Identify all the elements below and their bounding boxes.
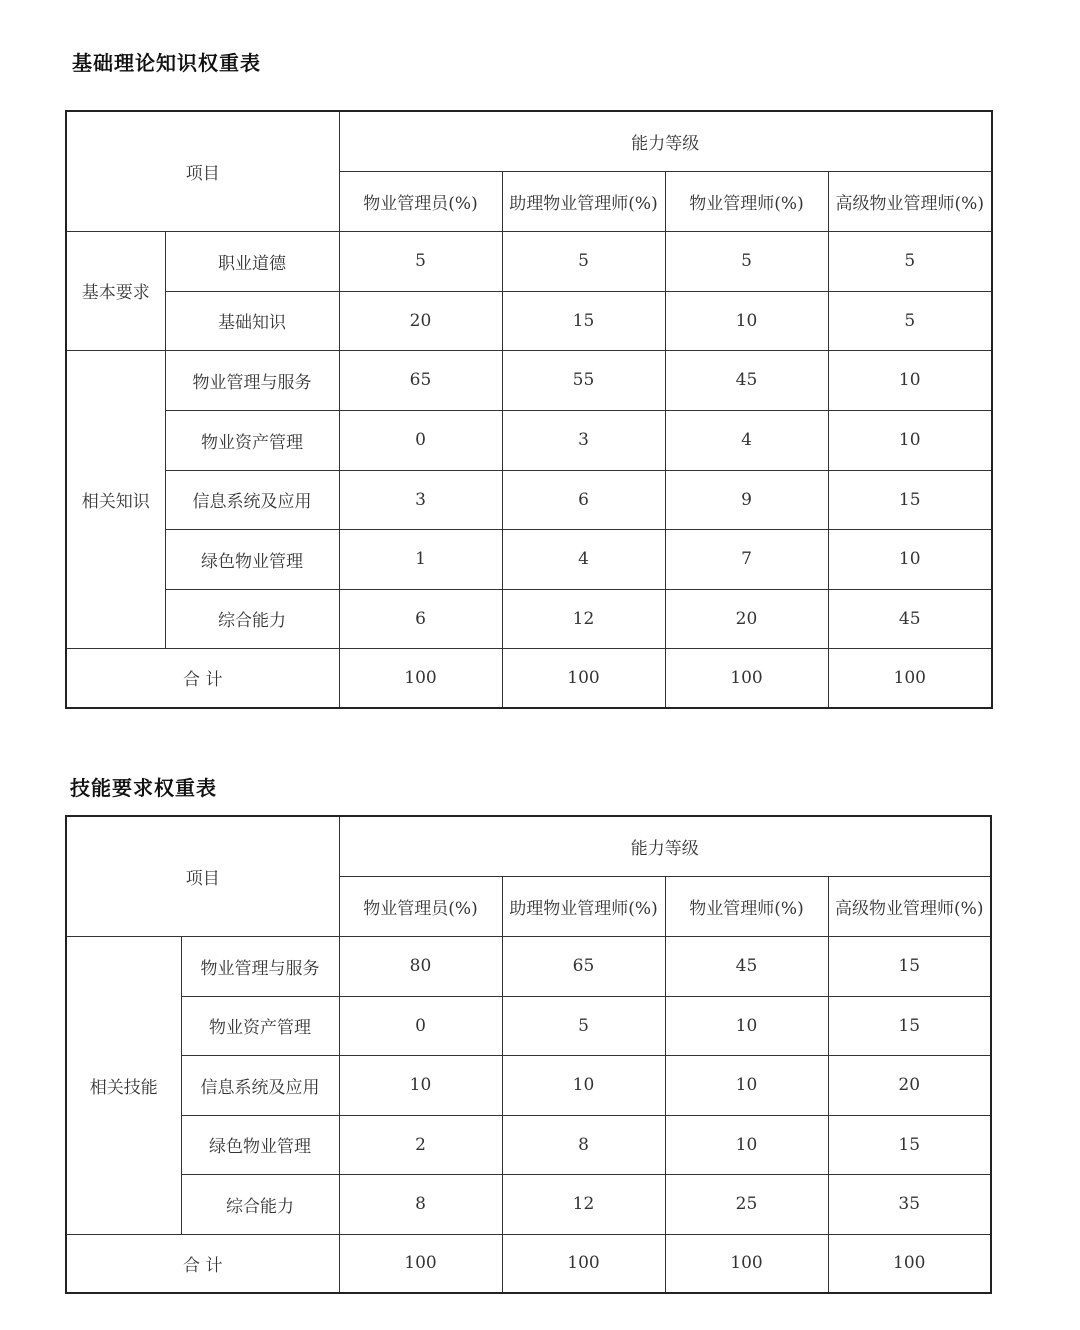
cell-value: 10	[502, 1055, 665, 1115]
cell-value: 5	[502, 231, 665, 291]
cell-value: 6	[339, 589, 502, 648]
row-label: 物业资产管理	[181, 996, 339, 1055]
cell-value: 5	[828, 231, 992, 291]
column-header: 物业管理员(%)	[339, 171, 502, 231]
cell-value: 25	[665, 1174, 828, 1234]
row-label: 绿色物业管理	[181, 1115, 339, 1174]
row-label: 物业资产管理	[165, 410, 339, 470]
weight-table-skills	[65, 815, 992, 1294]
column-header: 物业管理师(%)	[665, 876, 828, 936]
cell-value: 12	[502, 589, 665, 648]
cell-value: 10	[665, 996, 828, 1055]
cell-value: 10	[665, 1055, 828, 1115]
cell-value: 10	[828, 350, 992, 410]
row-label: 绿色物业管理	[165, 529, 339, 589]
total-value: 100	[665, 648, 828, 708]
cell-value: 8	[339, 1174, 502, 1234]
cell-value: 5	[828, 291, 992, 350]
cell-value: 12	[502, 1174, 665, 1234]
cell-value: 0	[339, 996, 502, 1055]
total-row	[66, 1234, 991, 1293]
group-label: 基本要求	[66, 231, 165, 350]
table-row	[66, 589, 992, 648]
cell-value: 15	[828, 470, 992, 529]
cell-value: 10	[339, 1055, 502, 1115]
column-header: 助理物业管理师(%)	[502, 876, 665, 936]
cell-value: 10	[665, 291, 828, 350]
cell-value: 10	[828, 410, 992, 470]
cell-value: 5	[665, 231, 828, 291]
cell-value: 45	[665, 936, 828, 996]
cell-value: 20	[665, 589, 828, 648]
total-value: 100	[828, 648, 992, 708]
cell-value: 9	[665, 470, 828, 529]
row-label: 综合能力	[181, 1174, 339, 1234]
table-row	[66, 410, 992, 470]
column-header: 助理物业管理师(%)	[502, 171, 665, 231]
cell-value: 45	[828, 589, 992, 648]
cell-value: 55	[502, 350, 665, 410]
level-header: 能力等级	[339, 111, 992, 171]
cell-value: 80	[339, 936, 502, 996]
cell-value: 2	[339, 1115, 502, 1174]
table-row	[66, 291, 992, 350]
total-value: 100	[339, 648, 502, 708]
group-label: 相关技能	[66, 936, 181, 1234]
cell-value: 1	[339, 529, 502, 589]
total-value: 100	[502, 1234, 665, 1293]
item-header: 项目	[66, 111, 339, 231]
row-label: 信息系统及应用	[165, 470, 339, 529]
column-header: 高级物业管理师(%)	[828, 171, 992, 231]
row-label: 综合能力	[165, 589, 339, 648]
table-row	[66, 470, 992, 529]
cell-value: 15	[828, 1115, 991, 1174]
table-title: 技能要求权重表	[70, 776, 217, 800]
table-row	[66, 996, 991, 1055]
cell-value: 7	[665, 529, 828, 589]
cell-value: 3	[502, 410, 665, 470]
cell-value: 3	[339, 470, 502, 529]
total-value: 100	[665, 1234, 828, 1293]
row-label: 物业管理与服务	[165, 350, 339, 410]
total-row	[66, 648, 992, 708]
table-title: 基础理论知识权重表	[72, 51, 261, 75]
total-value: 100	[828, 1234, 991, 1293]
row-label: 基础知识	[165, 291, 339, 350]
cell-value: 10	[665, 1115, 828, 1174]
column-header: 物业管理师(%)	[665, 171, 828, 231]
cell-value: 15	[502, 291, 665, 350]
row-label: 职业道德	[165, 231, 339, 291]
cell-value: 4	[665, 410, 828, 470]
cell-value: 65	[339, 350, 502, 410]
group-label: 相关知识	[66, 350, 165, 648]
column-header: 高级物业管理师(%)	[828, 876, 991, 936]
level-header: 能力等级	[339, 816, 991, 876]
cell-value: 15	[828, 996, 991, 1055]
cell-value: 8	[502, 1115, 665, 1174]
table-row	[66, 231, 992, 291]
cell-value: 15	[828, 936, 991, 996]
table-row	[66, 1174, 991, 1234]
total-label: 合 计	[66, 648, 339, 708]
table-row	[66, 1115, 991, 1174]
cell-value: 35	[828, 1174, 991, 1234]
cell-value: 6	[502, 470, 665, 529]
cell-value: 0	[339, 410, 502, 470]
table-row	[66, 1055, 991, 1115]
cell-value: 65	[502, 936, 665, 996]
row-label: 信息系统及应用	[181, 1055, 339, 1115]
column-header: 物业管理员(%)	[339, 876, 502, 936]
cell-value: 20	[828, 1055, 991, 1115]
total-label: 合 计	[66, 1234, 339, 1293]
cell-value: 5	[502, 996, 665, 1055]
item-header: 项目	[66, 816, 339, 936]
total-value: 100	[339, 1234, 502, 1293]
cell-value: 4	[502, 529, 665, 589]
cell-value: 10	[828, 529, 992, 589]
table-row	[66, 350, 992, 410]
total-value: 100	[502, 648, 665, 708]
row-label: 物业管理与服务	[181, 936, 339, 996]
cell-value: 5	[339, 231, 502, 291]
table-row	[66, 936, 991, 996]
table-row	[66, 529, 992, 589]
weight-table-theory	[65, 110, 993, 709]
cell-value: 45	[665, 350, 828, 410]
cell-value: 20	[339, 291, 502, 350]
